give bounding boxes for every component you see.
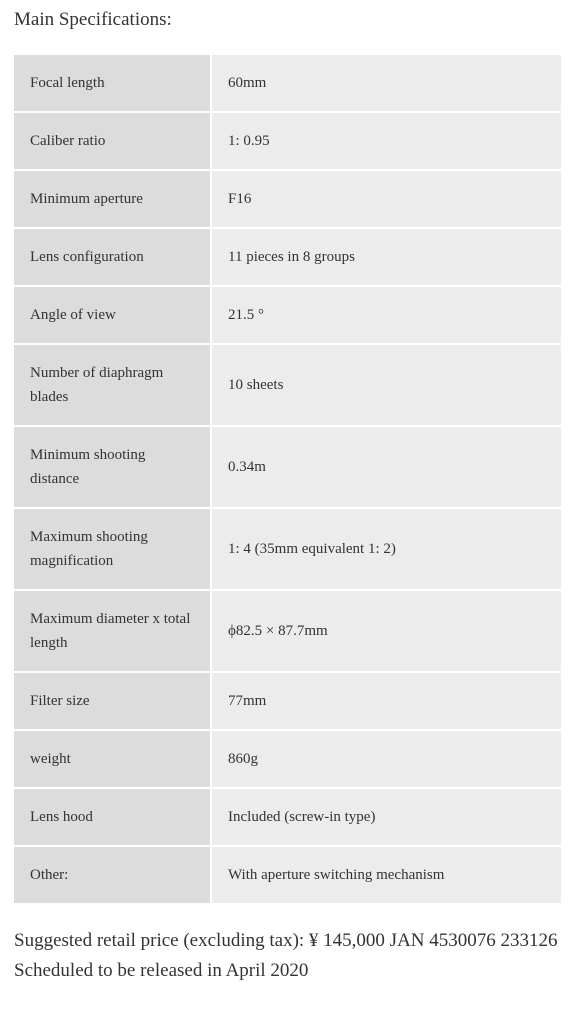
spec-label: Number of diaphragm blades (14, 345, 210, 425)
spec-value: Included (screw-in type) (210, 789, 561, 845)
release-date-text: Scheduled to be released in April 2020 (14, 960, 309, 981)
table-row (14, 229, 561, 285)
spec-value: ϕ82.5 × 87.7mm (210, 591, 561, 671)
spec-value: 1: 4 (35mm equivalent 1: 2) (210, 509, 561, 589)
footer-notes (14, 926, 564, 986)
spec-table (14, 53, 561, 905)
spec-label: Lens hood (14, 789, 210, 845)
spec-label: Lens configuration (14, 229, 210, 285)
spec-label: weight (14, 731, 210, 787)
spec-value: 0.34m (210, 427, 561, 507)
spec-label: Minimum shooting distance (14, 427, 210, 507)
page-title: Main Specifications: (14, 9, 172, 30)
spec-label: Maximum shooting magnification (14, 509, 210, 589)
spec-value: 10 sheets (210, 345, 561, 425)
spec-value: 60mm (210, 55, 561, 111)
table-row (14, 171, 561, 227)
retail-price-text: Suggested retail price (excluding tax): ¥ 145,000 JAN 4530076 233126 (14, 930, 558, 951)
spec-value: 1: 0.95 (210, 113, 561, 169)
spec-value: 77mm (210, 673, 561, 729)
table-row (14, 731, 561, 787)
table-row (14, 113, 561, 169)
table-row (14, 789, 561, 845)
spec-value: With aperture switching mechanism (210, 847, 561, 903)
spec-value: F16 (210, 171, 561, 227)
table-row (14, 509, 561, 589)
spec-label: Maximum diameter x total length (14, 591, 210, 671)
table-row (14, 847, 561, 903)
table-row (14, 287, 561, 343)
table-row (14, 673, 561, 729)
spec-label: Other: (14, 847, 210, 903)
spec-label: Minimum aperture (14, 171, 210, 227)
table-row (14, 427, 561, 507)
spec-value: 11 pieces in 8 groups (210, 229, 561, 285)
table-row (14, 55, 561, 111)
spec-value: 21.5 ° (210, 287, 561, 343)
spec-label: Filter size (14, 673, 210, 729)
spec-label: Angle of view (14, 287, 210, 343)
spec-label: Focal length (14, 55, 210, 111)
table-row (14, 591, 561, 671)
spec-value: 860g (210, 731, 561, 787)
table-row (14, 345, 561, 425)
spec-label: Caliber ratio (14, 113, 210, 169)
